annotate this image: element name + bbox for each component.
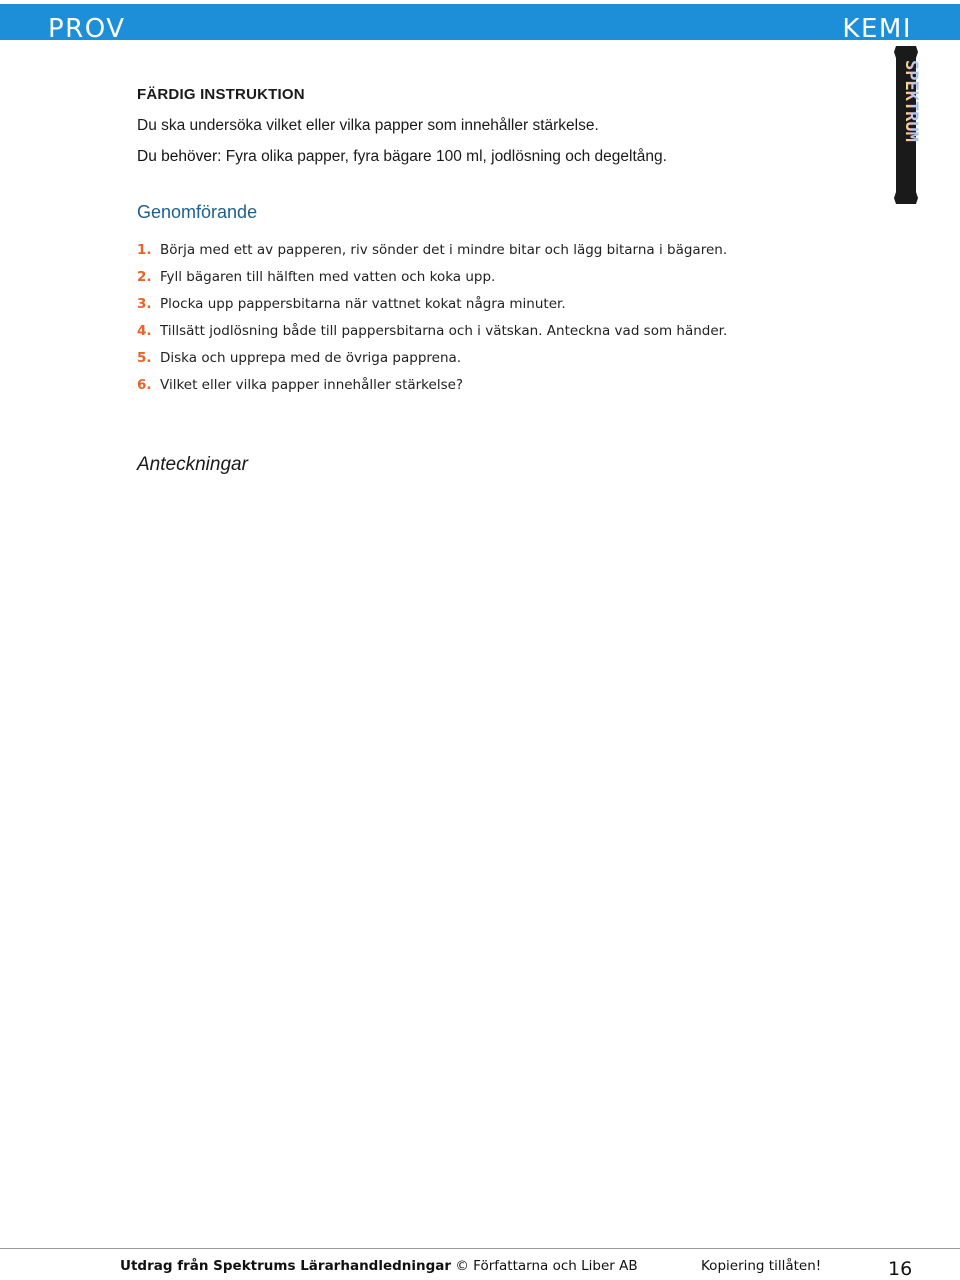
footer-copyright: © Författarna och Liber AB [451, 1258, 638, 1274]
step-item [137, 267, 727, 294]
header-prov-label: PROV [48, 14, 126, 44]
spektrum-logo [894, 46, 921, 204]
notes-heading: Anteckningar [137, 454, 248, 475]
procedure-heading: Genomförande [137, 202, 258, 222]
step-text: Fyll bägaren till hälften med vatten och koka upp. [160, 269, 496, 285]
footer-credit [120, 1258, 638, 1274]
step-text: Börja med ett av papperen, riv sönder det i mindre bitar och lägg bitarna i bägaren. [160, 242, 728, 258]
footer-permission: Kopiering tillåten! [701, 1258, 822, 1274]
step-text: Plocka upp pappersbitarna när vattnet kokat några minuter. [160, 296, 566, 312]
needs-text: Fyra olika papper, fyra bägare 100 ml, jodlösning och degeltång. [221, 148, 667, 165]
step-text: Tillsätt jodlösning både till pappersbitarna och i vätskan. Anteckna vad som händer. [160, 323, 728, 339]
step-number: 2. [137, 269, 152, 285]
step-item [137, 348, 727, 375]
procedure-steps [137, 240, 727, 402]
step-text: Diska och upprepa med de övriga papprena. [160, 350, 462, 366]
instruction-needs [137, 147, 667, 167]
step-text: Vilket eller vilka papper innehåller stärkelse? [160, 377, 464, 393]
header-kemi-label: KEMI [842, 14, 912, 44]
step-item [137, 294, 727, 321]
header-bar [0, 4, 960, 40]
instruction-title: FÄRDIG INSTRUKTION [137, 86, 305, 103]
needs-label: Du behöver: [137, 148, 222, 165]
step-item [137, 240, 727, 267]
footer-publication: Utdrag från Spektrums Lärarhandledningar [120, 1258, 452, 1274]
step-number: 5. [137, 350, 152, 366]
step-number: 4. [137, 323, 152, 339]
page-number: 16 [888, 1258, 913, 1280]
step-number: 1. [137, 242, 152, 258]
instruction-intro: Du ska undersöka vilket eller vilka papper som innehåller stärkelse. [137, 117, 599, 134]
footer-divider [0, 1248, 960, 1249]
step-item [137, 375, 727, 402]
step-number: 6. [137, 377, 152, 393]
step-item [137, 321, 727, 348]
step-number: 3. [137, 296, 152, 312]
spektrum-logo-text: SPEKTRUM [901, 60, 921, 142]
